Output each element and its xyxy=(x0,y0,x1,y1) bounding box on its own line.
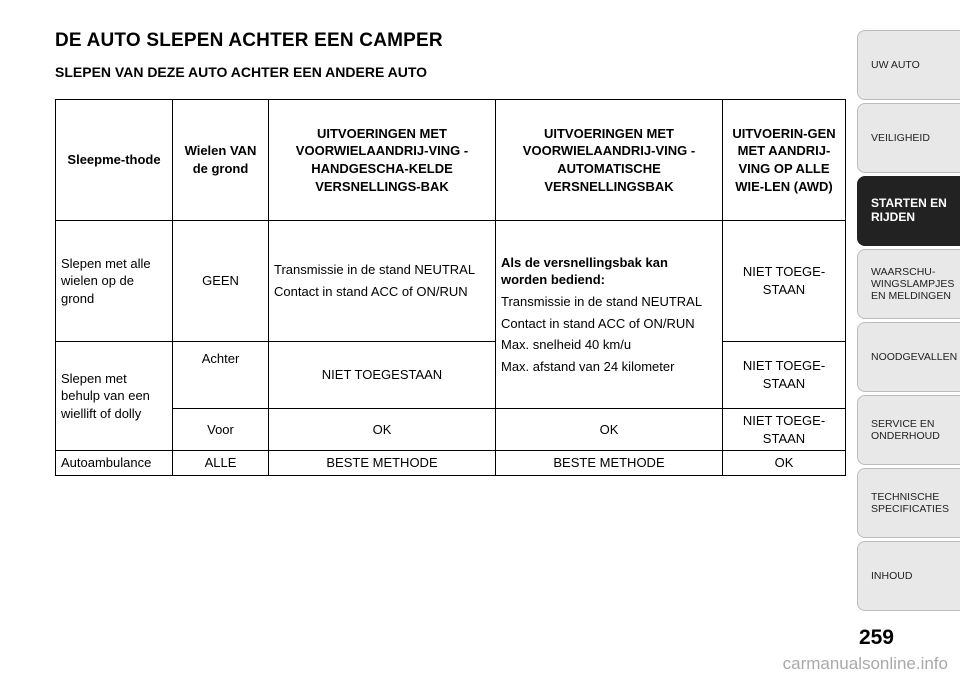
row2-wheels-front: Voor xyxy=(173,409,269,451)
tab-service-en-onderhoud[interactable] xyxy=(857,395,960,465)
chapter-tabs xyxy=(857,30,960,614)
section-subtitle: SLEPEN VAN DEZE AUTO ACHTER EEN ANDERE AUTO xyxy=(55,64,428,80)
header-fwd-automatic: UITVOERINGEN MET VOORWIELAANDRIJ-VING - AUTOMATISCHE VERSNELLINGSBAK xyxy=(496,100,723,221)
row3-auto: BESTE METHODE xyxy=(496,451,723,476)
auto-merged-cell xyxy=(496,221,723,409)
tab-starten-en-rijden[interactable] xyxy=(857,176,960,246)
row1-wheels: GEEN xyxy=(173,221,269,342)
row2-awd-rear: NIET TOEGE-STAAN xyxy=(723,342,846,409)
tab-label: INHOUD xyxy=(871,569,913,582)
row2-wheels-rear: Achter xyxy=(173,342,269,409)
header-awd: UITVOERIN-GEN MET AANDRIJ-VING OP ALLE WIE-LEN (AWD) xyxy=(723,100,846,221)
header-method: Sleepme-thode xyxy=(56,100,173,221)
row3-method: Autoambulance xyxy=(56,451,173,476)
header-wheels: Wielen VAN de grond xyxy=(173,100,269,221)
row3-awd: OK xyxy=(723,451,846,476)
row1-manual-line1: Transmissie in de stand NEUTRAL xyxy=(274,262,476,278)
towing-table xyxy=(55,99,846,476)
tab-label: SERVICE EN ONDERHOUD xyxy=(871,417,940,442)
tab-inhoud[interactable] xyxy=(857,541,960,611)
table-row xyxy=(56,451,846,476)
table-row xyxy=(56,409,846,451)
tab-label: VEILIGHEID xyxy=(871,131,930,144)
page-title: DE AUTO SLEPEN ACHTER EEN CAMPER xyxy=(55,30,443,51)
tab-label: UW AUTO xyxy=(871,58,920,71)
row1-manual xyxy=(269,221,496,342)
row2-awd-front: NIET TOEGE-STAAN xyxy=(723,409,846,451)
tab-waarschuwingslampjes[interactable] xyxy=(857,249,960,319)
tab-label: STARTEN EN RIJDEN xyxy=(871,196,947,224)
row2-method: Slepen met behulp van een wiellift of dolly xyxy=(56,342,173,451)
tab-label: WAARSCHU-WINGSLAMPJES EN MELDINGEN xyxy=(871,265,955,303)
row3-wheels: ALLE xyxy=(173,451,269,476)
auto-line1: Transmissie in de stand NEUTRAL xyxy=(501,293,703,309)
auto-heading: Als de versnellingsbak kan worden bediend: xyxy=(501,254,668,288)
tab-technische-specificaties[interactable] xyxy=(857,468,960,538)
tab-noodgevallen[interactable] xyxy=(857,322,960,392)
row3-manual: BESTE METHODE xyxy=(269,451,496,476)
row1-manual-line2: Contact in stand ACC of ON/RUN xyxy=(274,284,468,299)
table-row xyxy=(56,342,846,409)
tab-label: NOODGEVALLEN xyxy=(871,350,958,363)
table-row xyxy=(56,221,846,342)
tab-uw-auto[interactable] xyxy=(857,30,960,100)
header-fwd-manual: UITVOERINGEN MET VOORWIELAANDRIJ-VING - HANDGESCHA-KELDE VERSNELLINGS-BAK xyxy=(269,100,496,221)
row2-manual-front: OK xyxy=(269,409,496,451)
auto-line3: Max. snelheid 40 km/u xyxy=(501,337,632,353)
row1-method: Slepen met alle wielen op de grond xyxy=(56,221,173,342)
page-number: 259 xyxy=(858,626,894,649)
auto-line2: Contact in stand ACC of ON/RUN xyxy=(501,315,695,331)
watermark: carmanualsonline.info xyxy=(782,654,948,673)
row2-auto-front: OK xyxy=(496,409,723,451)
table-header-row xyxy=(56,100,846,221)
row1-awd: NIET TOEGE-STAAN xyxy=(723,221,846,342)
row2-manual-rear: NIET TOEGESTAAN xyxy=(269,342,496,409)
auto-line4: Max. afstand van 24 kilometer xyxy=(501,358,675,374)
tab-label: TECHNISCHE SPECIFICATIES xyxy=(871,490,949,515)
tab-veiligheid[interactable] xyxy=(857,103,960,173)
